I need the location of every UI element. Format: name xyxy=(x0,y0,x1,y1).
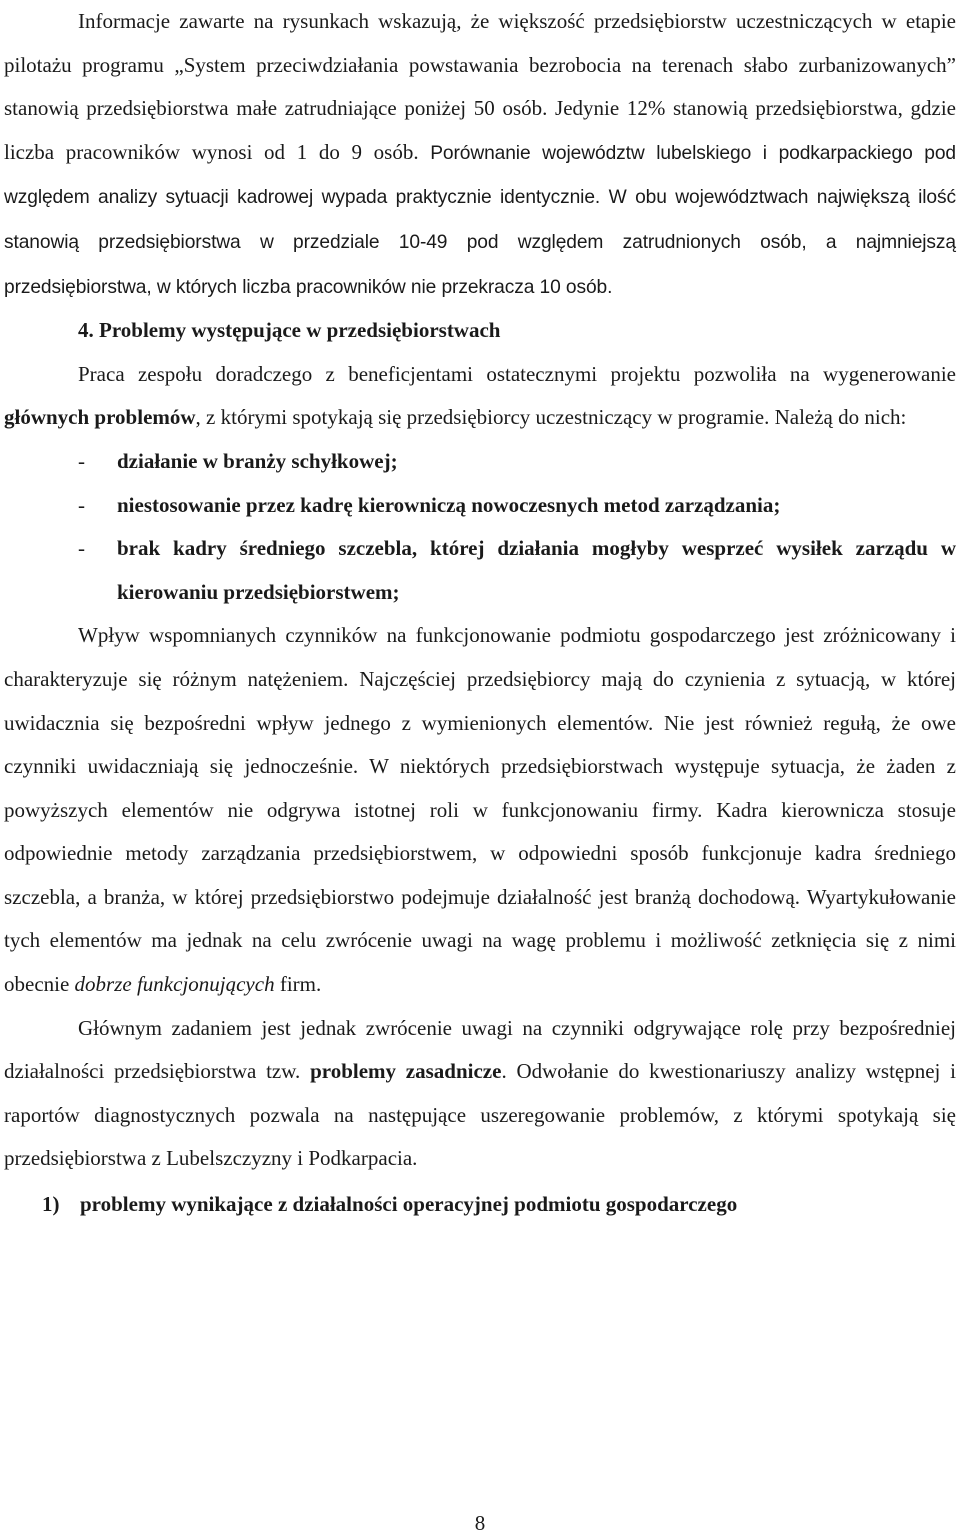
document-page xyxy=(4,0,956,1227)
intro-text: Praca zespołu doradczego z beneficjentami ostatecznymi projektu pozwoliła na wygenerowanie xyxy=(78,361,956,386)
page-number: 8 xyxy=(474,1511,486,1535)
list-dash: - xyxy=(78,536,85,561)
paragraph-problems-intro xyxy=(4,353,956,440)
paragraph-text-sans-2: W obu województwach największą ilość stanowią przedsiębiorstwa w przedziale 10-49 pod względem zatrudnionych osób, a najmniejszą przedsiębiorstwa, w których liczba pracowników nie przekracza 10 osób. xyxy=(4,187,956,298)
list-item xyxy=(4,527,956,614)
influence-text-end: firm. xyxy=(274,972,322,997)
list-dash: - xyxy=(78,448,85,473)
list-dash: - xyxy=(78,492,85,517)
list-item xyxy=(4,484,956,528)
paragraph-factors-influence xyxy=(4,614,956,1006)
subheading-operational-problems xyxy=(4,1183,956,1227)
list-item-text: działanie w branży schyłkowej; xyxy=(117,448,398,473)
subheading-number: 1) xyxy=(42,1192,60,1217)
paragraph-text-serif: Informacje zawarte na rysunkach wskazują, że większość przedsiębiorstw uczestniczących w etapie pilotażu programu „System przeciwdziałania powstawania bezrobocia na terenach słabo zurbanizowanych” stanowią przedsiębiorstwa małe zatrudniające poniżej 50 osób. Jedynie 12% stanowią przedsiębiorstwa, gdzie liczba pracowników wynosi od 1 do 9 osób. xyxy=(4,9,956,164)
main-task-bold-text: problemy zasadnicze xyxy=(310,1059,502,1084)
paragraph-main-task xyxy=(4,1007,956,1181)
main-task-text-end: . Odwołanie do kwestionariuszy analizy wstępnej i raportów diagnostycznych pozwala na następujące uszeregowanie problemów, z którymi spotykają się przedsiębiorstwa z Lubelszczyzny i Podkarpacia. xyxy=(4,1059,956,1171)
subheading-text: problemy wynikające z działalności operacyjnej podmiotu gospodarczego xyxy=(80,1192,738,1217)
list-item-text: niestosowanie przez kadrę kierowniczą nowoczesnych metod zarządzania; xyxy=(117,492,781,517)
main-task-text: Głównym zadaniem jest jednak zwrócenie uwagi na czynniki odgrywające rolę przy bezpośredniej działalności przedsiębiorstwa tzw. xyxy=(4,1015,956,1084)
paragraph-text-sans: Porównanie województw lubelskiego i podkarpackiego pod względem analizy sytuacji kadrowej wypada praktycznie identycznie. xyxy=(4,142,956,209)
influence-italic-text: dobrze funkcjonujących xyxy=(74,972,275,997)
intro-bold-text: głównych problemów xyxy=(4,405,196,430)
problems-list xyxy=(4,440,956,614)
list-item xyxy=(4,440,956,484)
section-heading: 4. Problemy występujące w przedsiębiorstwach xyxy=(78,318,501,343)
paragraph-enterprise-size xyxy=(4,0,956,309)
influence-text: Wpływ wspomnianych czynników na funkcjonowanie podmiotu gospodarczego jest zróżnicowany i charakteryzuje się różnym natężeniem. Najczęściej przedsiębiorcy mają do czynienia z sytuacją, w której uwidacznia się bezpośredni wpływ jednego z wymienionych elementów. Nie jest również regułą, że owe czynniki uwidaczniają się jednocześnie. W niektórych przedsiębiorstwach występuje sytuacja, że żaden z powyższych elementów nie odgrywa istotnej roli w funkcjonowaniu firmy. Kadra kierownicza stosuje odpowiednie metody zarządzania przedsiębiorstwem, w odpowiedni sposób funkcjonuje kadra średniego szczebla, a branża, w której przedsiębiorstwo podejmuje działalność jest branżą dochodową. Wyartykułowanie tych elementów ma jednak na celu zwrócenie uwagi na wagę problemu i możliwość zetknięcia się z nimi obecnie xyxy=(4,623,956,997)
list-item-text: brak kadry średniego szczebla, której działania mogłyby wesprzeć wysiłek zarządu w kierowaniu przedsiębiorstwem; xyxy=(117,536,956,604)
intro-text-end: , z którymi spotykają się przedsiębiorcy uczestniczący w programie. Należą do nich: xyxy=(195,405,907,430)
